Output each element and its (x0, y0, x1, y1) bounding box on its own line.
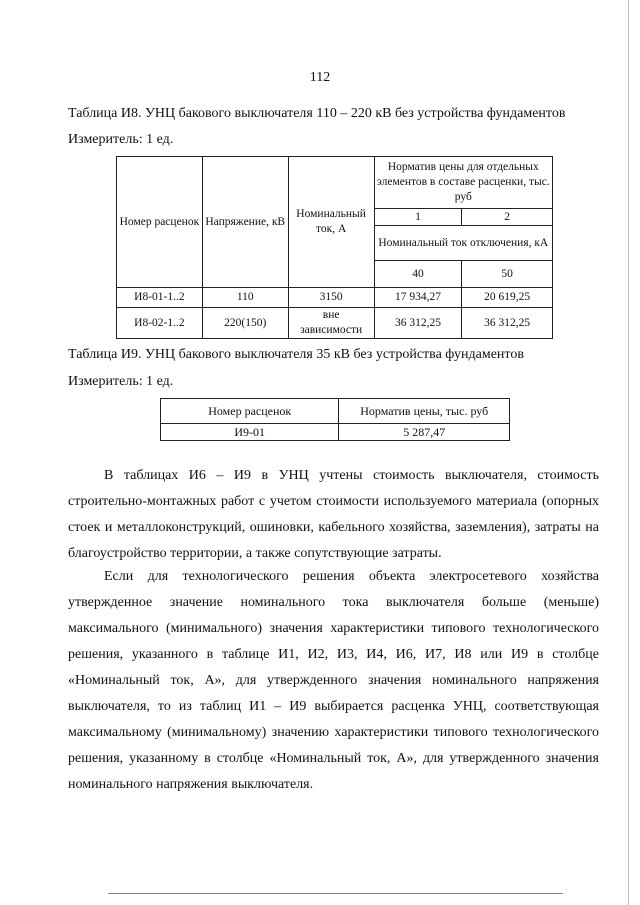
table-row (117, 288, 553, 308)
header-code: Номер расценок (161, 399, 339, 424)
paragraph-line: решения, указанного в таблице И1, И2, И3, И4, И6, И7, И8 или И9 в столбце (68, 647, 599, 662)
table-i8 (116, 156, 553, 339)
cell-code: И8-01-1..2 (117, 288, 203, 308)
cell-code: И9-01 (161, 424, 339, 441)
page-number: 112 (309, 70, 331, 85)
paragraph-line: выключателя, то из таблиц И1 – И9 выбирается расценка УНЦ, соответствующая (68, 699, 599, 714)
header-ka-40: 40 (374, 261, 462, 288)
scan-edge-bottom (108, 893, 563, 894)
table-i9-title: Таблица И9. УНЦ бакового выключателя 35 кВ без устройства фундаментов (68, 347, 524, 362)
paragraph-line: максимальному (минимальному) значению характеристики типового технологического (68, 725, 599, 740)
cell-price-2: 36 312,25 (462, 308, 553, 339)
cell-price-1: 17 934,27 (374, 288, 462, 308)
cell-voltage: 110 (202, 288, 288, 308)
paragraph-line: стоек и металлоконструкций, ошиновки, кабельного хозяйства, заземления), затраты на (68, 520, 599, 535)
table-row (117, 308, 553, 339)
table-i8-title: Таблица И8. УНЦ бакового выключателя 110 – 220 кВ без устройства фундаментов (68, 106, 566, 121)
cell-voltage: 220(150) (202, 308, 288, 339)
cell-price-2: 20 619,25 (462, 288, 553, 308)
table-i9-measure: Измеритель: 1 ед. (68, 374, 174, 389)
cell-code: И8-02-1..2 (117, 308, 203, 339)
header-price: Норматив цены, тыс. руб (339, 399, 510, 424)
table-i8-measure: Измеритель: 1 ед. (68, 132, 174, 147)
paragraph-line: номинального напряжения выключателя. (68, 777, 314, 792)
cell-price-1: 36 312,25 (374, 308, 462, 339)
paragraph-2 (68, 564, 599, 798)
paragraph-line: благоустройство территории, а также сопутствующие затраты. (68, 546, 442, 561)
paragraph-1 (68, 463, 599, 567)
paragraph-line: В таблицах И6 – И9 в УНЦ учтены стоимость выключателя, стоимость (104, 468, 599, 483)
scan-edge-right (628, 0, 629, 905)
paragraph-line: Если для технологического решения объекта электросетевого хозяйства (104, 569, 599, 584)
table-i9 (160, 398, 510, 441)
header-voltage: Напряжение, кВ (202, 157, 288, 288)
paragraph-line: «Номинальный ток, А», для утвержденного значения номинального напряжения (68, 673, 599, 688)
table-row (161, 424, 510, 441)
header-ka-50: 50 (462, 261, 553, 288)
header-breaking-current: Номинальный ток отключения, кА (374, 226, 552, 261)
header-current: Номинальный ток, А (288, 157, 374, 288)
header-code: Номер расценок (117, 157, 203, 288)
paragraph-line: утвержденное значение номинального тока выключателя больше (меньше) (68, 595, 599, 610)
header-price-group: Норматив цены для отдельных элементов в составе расценки, тыс. руб (374, 157, 552, 209)
paragraph-line: решения, указанному в столбце «Номинальный ток, А», для утвержденного значения (68, 751, 599, 766)
header-col-1: 1 (374, 209, 462, 226)
header-col-2: 2 (462, 209, 553, 226)
paragraph-line: максимального (минимального) значения характеристики типового технологического (68, 621, 599, 636)
cell-current: вне зависимости (288, 308, 374, 339)
cell-price: 5 287,47 (339, 424, 510, 441)
paragraph-line: строительно-монтажных работ с учетом стоимости используемого материала (опорных (68, 494, 599, 509)
cell-current: 3150 (288, 288, 374, 308)
